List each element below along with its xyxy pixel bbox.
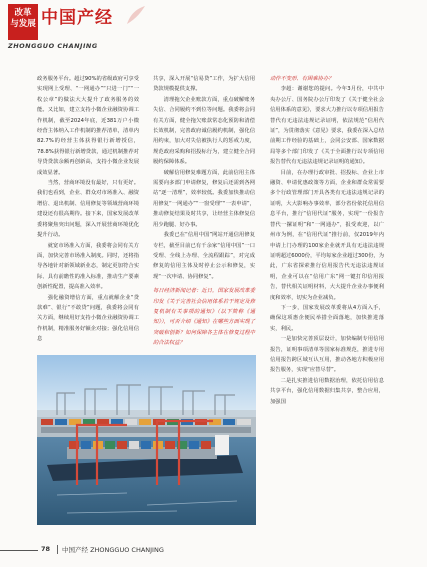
article-column-3 <box>270 74 384 407</box>
paragraph: 我委已在“信用中国”网站开通信用修复专栏，截至目前已有千余家“信用中国”一口受理、全线上办理、全流程跟踪”，对完成修复的信用主体及时停止公示和修复，实现“一次申请、协同修复”。 <box>153 232 255 280</box>
section-pinyin: ZHONGGUO CHANJING <box>8 42 98 50</box>
paragraph: 目前，在办理行政审批、招投标、企业上市融资、申请优惠政策等方面，企业和群众常需要多个行政管理部门开具各类有无违法违规记录的证明，大大影响办事效率，部分省份依托信用信息平台，推行“信用代证”服务，实现“一份报告替代一摞证明”和“一网通办”，报受欢迎，以广州市为例，在“信用代证”推行前，仅2019年内申请上门办理的100家企业就开具有无违法违规证明超过6000份，平均每家企业超过300份，为此，广东省探索推行信用报告代无违法违规证明，企业可以在“信用广东”网一键打印信用报告，替代相关证明材料，大大提升企业办事便利度和效率，切实为企业减负。 <box>270 169 384 301</box>
paragraph: 清理拖欠企业账款方面，重点破解账务失信、合同履约不到位等问题。我委将会同有关方面，健全拖欠账款常态化预防和清偿长效机制，完善政府诚信履约机制，强化信用约束，加大对失信被执行人的惩戒力度，规范政府采购和招投标行为，建立健全合同履约保障体系。 <box>153 96 255 166</box>
paragraph: 共享，深入开展“信易贷”工作，为扩大信用贷款规模提供支撑。 <box>153 76 255 93</box>
section-title: 中国产经 <box>41 8 113 28</box>
article-column-2 <box>153 74 255 349</box>
paragraph: 当然，营商环境没有最好，只有更好。我们也看到，企业、群众对市场准入、融资增信、退出机制、信用修复等领域营商环境建设还有很高期待。接下来，国家发展改革委将聚焦突出问题，深入开展营商环境优化提升行动。 <box>37 180 139 239</box>
interview-question-tail: 动作不变形、有困难协办？ <box>270 76 334 82</box>
article-column-1 <box>37 74 139 345</box>
paragraph: 二是扎实推进信用数据治理，依托信用信息共享平台，强化信用数据归集共享，整合应用，加强国 <box>270 377 384 405</box>
magazine-name: 中国产经 ZHONGGUO CHANJING <box>62 546 164 554</box>
decorative-leaf-icon <box>125 4 147 26</box>
footer-separator <box>57 545 58 554</box>
section-tag <box>8 4 38 40</box>
paragraph: 破解信用修复难题方面，此前信用主体需要向多部门申请修复，修复后还需到各网站“逐一清理”，效率较低。我委加快推动信用修复“一网通办”“一窗受理”“一表申请”，推动修复结果及时共享，让经营主体修复信用少跑腿、好办事。 <box>153 169 255 228</box>
footer-rule <box>0 550 38 551</box>
page-number: 78 <box>41 545 51 553</box>
paragraph: 一是加快完善顶层设计，加快编制专用信用报告，证明事项清单等国家标准规范，推进专用信用报告跨区域互认互用，推动各地方积极应用报告服务，实现“应替尽替”。 <box>270 336 384 374</box>
magazine-header <box>0 0 427 54</box>
section-tag-line2: 与发展 <box>10 19 36 29</box>
container-port-photo <box>37 355 256 525</box>
paragraph: 李超：谢谢您的提问。今年3月份，中共中央办公厅、国务院办公厅印发了《关于健全社会信用体系的意见》，要求大力推行以专项信用报告替代有无违法违规记录证明，依法规范“信用代证”，为贯彻落实《意见》要求，我委在深入总结前期工作经验的基础上，会同公安部、国家数据局等多个部门印发了《关于全面推行以专项信用报告替代有无违法违规记录证明的通知》。 <box>270 86 384 166</box>
paragraph: 政务服务平台。超过90%的省级政府可享受实现网上受理、“一网通办”“只进一门”“一枚公章”的做法大大提升了政务服务的效能。又比如，建立支持小微企业融资协调工作机制，截至2024年底，近381万户小微经营主体纳入工作机制的推荐清单，清单内82.7%的经营主体获得银行新增授信，78.8%获得银行新增贷款，通过机制推荐对导贷贷款余额再创新高，支持小微企业发展成效显著。 <box>37 76 139 176</box>
paragraph: 就宽市场准入方面，我委将会同有关方面，加快完善市场准入制度。同时，还将指导各地针对新领域新业态，制定更加符合实际、具有前瞻性的准入标准，推动生产要素创新性配置，提高准入效率。 <box>37 242 139 291</box>
interview-question: 每日经济新闻记者：近日，国家发展改革委印发《关于完善社会信用体系若干规定及修复机制有关事项的通知》（以下简称《通知》），可否介绍《通知》在哪些方面实现了突破和创新？如何保障各主体在修复过程中的合法权益？ <box>153 288 255 347</box>
paragraph: 下一步，国家发展改革委将从4方面入手，确保这项惠企便民举措全面落地，加快推进落实，利民。 <box>270 304 384 332</box>
page-footer <box>0 544 427 558</box>
section-tag-line1: 改革 <box>14 8 32 18</box>
paragraph: 强化融资增信方面，重点就解企业“贷款难”、银行“不敢贷”问题，我委将会同有关方面，继续用好支持小微企业融资协调工作机制，精准服务好额企对接；强化信用信息 <box>37 294 139 343</box>
